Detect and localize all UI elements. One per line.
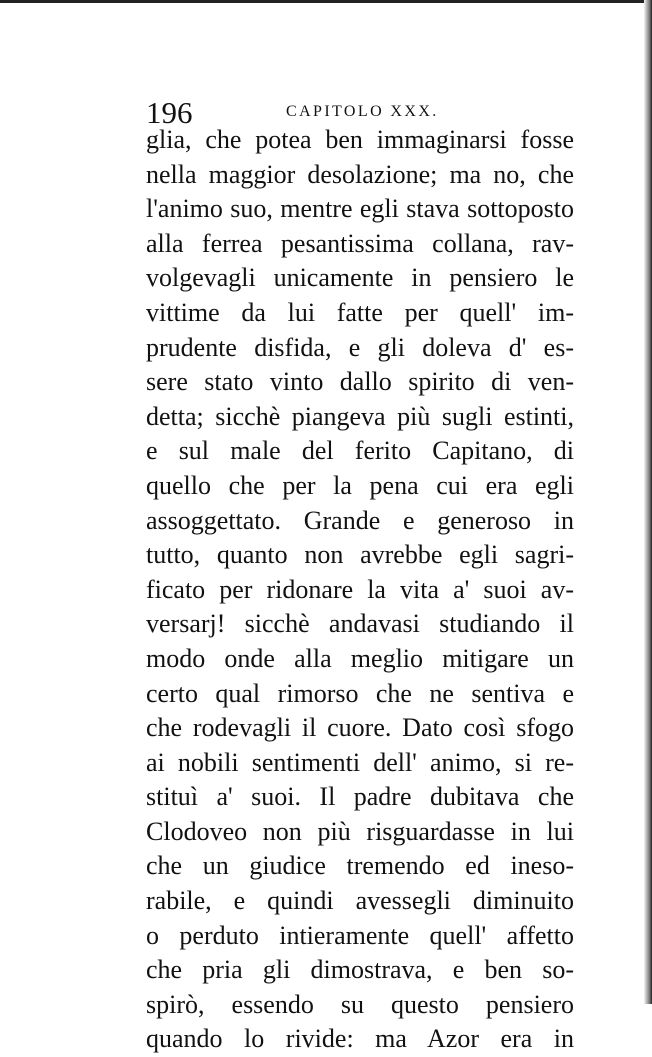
text-line: volgevagli unicamente in pensiero le [146,263,574,293]
text-line: tutto, quanto non avrebbe egli sagri- [146,540,574,570]
text-line: ai nobili sentimenti dell' animo, si re- [146,747,574,777]
text-line: che pria gli dimostrava, e ben so- [146,955,574,985]
text-line: assoggettato. Grande e generoso in [146,505,574,535]
text-line: l'animo suo, mentre egli stava sottoposto [146,194,574,224]
page-right-edge [644,0,652,1004]
text-line: che rodevagli il cuore. Dato così sfogo [146,713,574,743]
text-line: Clodoveo non più risguardasse in lui [146,816,574,846]
text-line: sere stato vinto dallo spirito di ven- [146,367,574,397]
text-line: rabile, e quindi avessegli diminuito [146,886,574,916]
text-line: quando lo rivide: ma Azor era in [146,1024,574,1054]
text-line: versarj! sicchè andavasi studiando il [146,609,574,639]
text-line: e sul male del ferito Capitano, di [146,436,574,466]
text-line: che un giudice tremendo ed ineso- [146,851,574,881]
text-line: detta; sicchè piangeva più sugli estinti, [146,401,574,431]
body-text [146,123,574,1057]
text-line: alla ferrea pesantissima collana, rav- [146,228,574,258]
text-line: quello che per la pena cui era egli [146,470,574,500]
text-line: glia, che potea ben immaginarsi fosse [146,125,574,154]
text-line: ficato per ridonare la vita a' suoi av- [146,574,574,604]
text-line: nella maggior desolazione; ma no, che [146,159,574,189]
page-top-edge [0,0,652,3]
text-line: modo onde alla meglio mitigare un [146,643,574,673]
text-line: stituì a' suoi. Il padre dubitava che [146,782,574,812]
text-line: certo qual rimorso che ne sentiva e [146,678,574,708]
text-line: spirò, essendo su questo pensiero [146,989,574,1019]
text-line: vittime da lui fatte per quell' im- [146,297,574,327]
running-head: CAPITOLO XXX. [286,103,439,120]
text-line: prudente disfida, e gli doleva d' es- [146,332,574,362]
page-number: 196 [146,95,193,130]
text-line: o perduto intieramente quell' affetto [146,920,574,950]
